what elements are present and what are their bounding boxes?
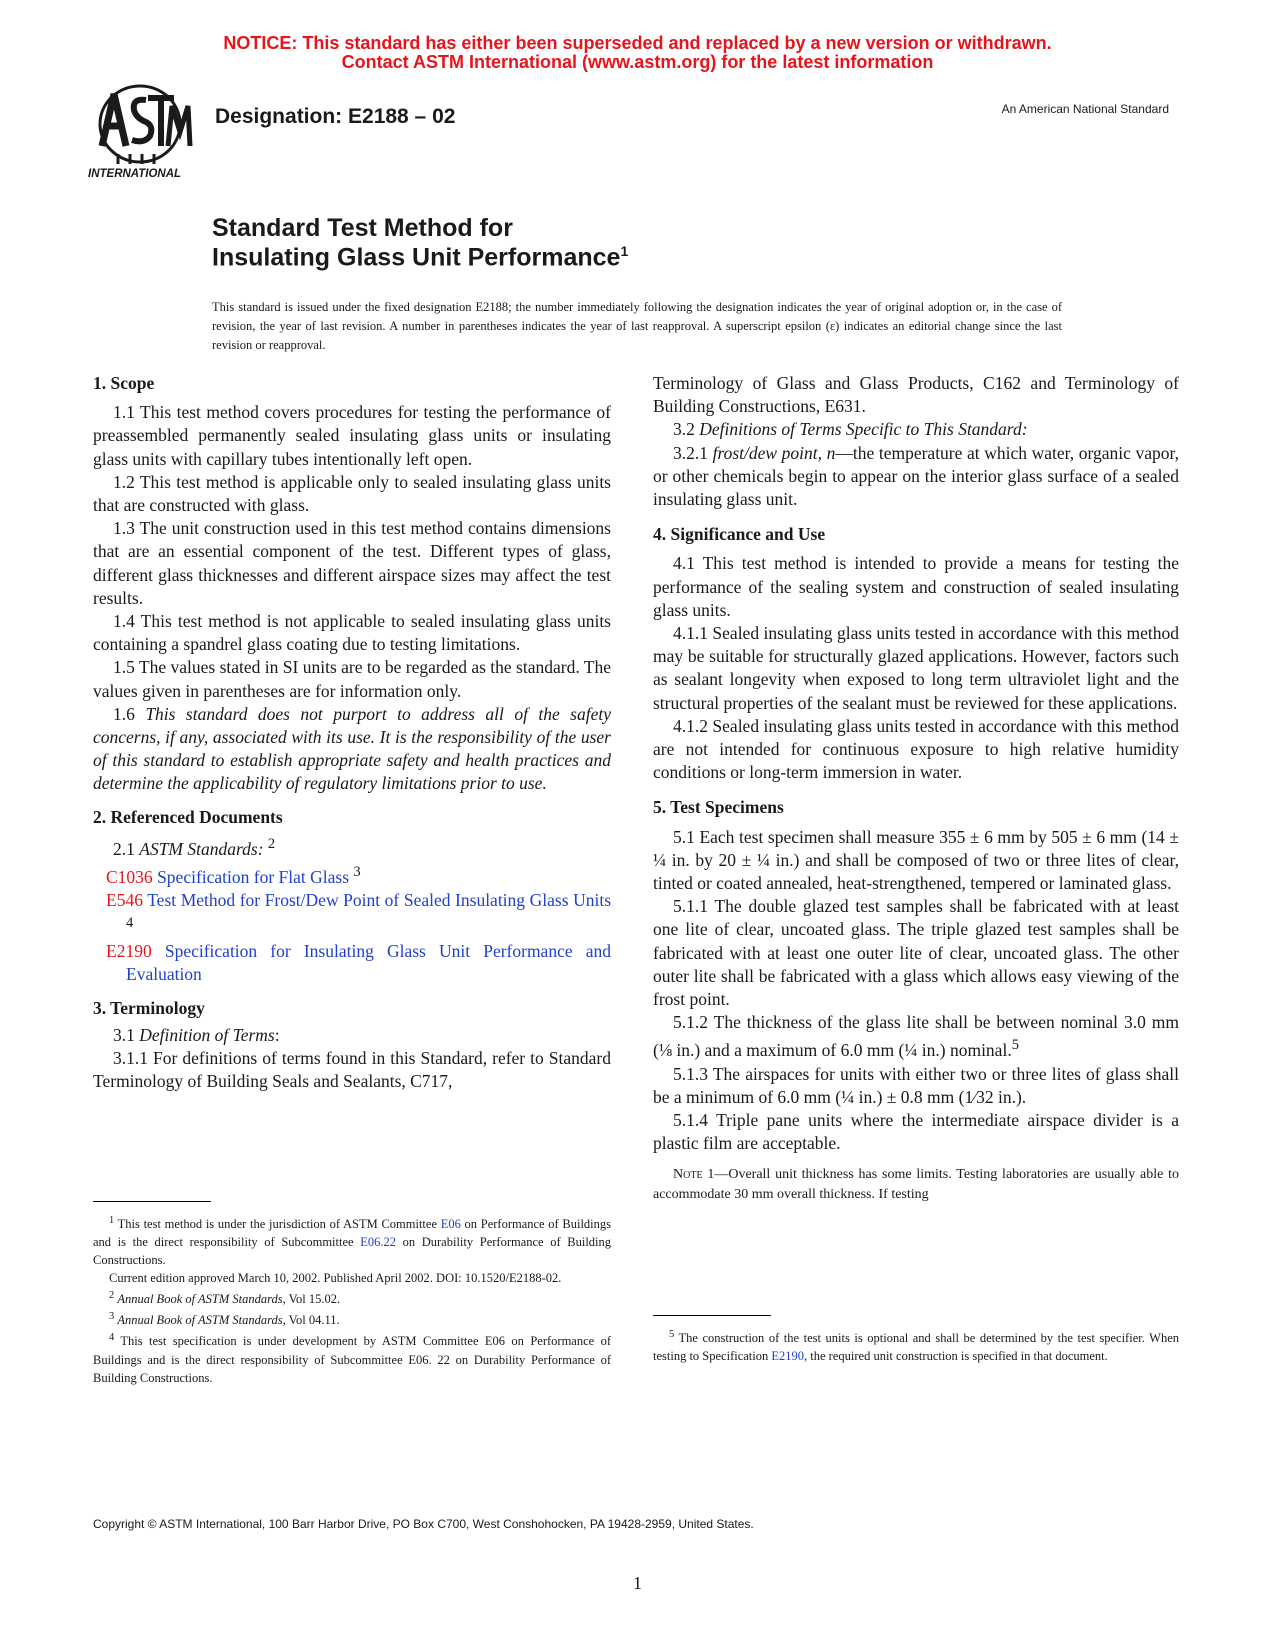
title-line-2 xyxy=(212,243,628,272)
notice-line-1: NOTICE: This standard has either been superseded and replaced by a new version or withdrawn. xyxy=(223,33,1052,53)
para-4-1: 4.1 This test method is intended to provide a means for testing the performance of the sealing system and construction of sealed insulating glass units. xyxy=(653,553,1179,620)
designation: Designation: E2188 – 02 xyxy=(215,105,456,128)
fn1-text-c: on Durability Performance of Building Constructions. xyxy=(93,1235,612,1268)
logo-text: INTERNATIONAL xyxy=(88,168,182,180)
fn5-sup: 5 xyxy=(669,1329,675,1340)
footnote-4 xyxy=(93,1329,611,1386)
para-2-1-text: ASTM Standards: xyxy=(139,838,264,859)
title-text: Insulating Glass Unit Performance xyxy=(212,243,621,272)
ref-code[interactable]: C1036 xyxy=(106,866,153,887)
notice-line-2: Contact ASTM International (www.astm.org) for the latest information xyxy=(341,52,934,72)
fn5-link-e2190[interactable]: E2190 xyxy=(771,1349,805,1364)
footnote-5 xyxy=(653,1326,1179,1365)
para-3-1-num: 3.1 xyxy=(113,1024,135,1045)
ref-title[interactable]: Specification for Flat Glass xyxy=(157,866,350,887)
ref-sup: 4 xyxy=(126,915,134,932)
ref-code[interactable]: E2190 xyxy=(106,941,152,962)
astm-logo xyxy=(88,84,200,180)
page-number: 1 xyxy=(633,1573,642,1593)
fn5-text-b: , the required unit construction is specified in that document. xyxy=(804,1349,1108,1364)
para-3-2-1-term: frost/dew point, n xyxy=(712,442,836,463)
para-3-1-text: Definition of Terms xyxy=(139,1024,275,1045)
para-5-1: 5.1 Each test specimen shall measure 355 ± 6 mm by 505 ± 6 mm (14 ± ¼ in. by 20 ± ¼ in.) and shall be composed of two or three lites of clear, tinted or coated annealed, heat-strengthened, tempered or laminated glass. xyxy=(653,826,1179,894)
ref-e2190[interactable] xyxy=(93,940,611,986)
para-1-6 xyxy=(93,703,611,796)
para-3-2-1-num: 3.2.1 xyxy=(673,442,708,463)
fn2-sup: 2 xyxy=(109,1290,115,1302)
ref-c1036[interactable] xyxy=(93,861,611,889)
para-2-1-sup: 2 xyxy=(267,835,276,852)
para-1-6-text: This standard does not purport to address all of the safety concerns, if any, associated with its use. It is the responsibility of the user of this standard to establish appropriate safety and health practices and determine the applicability of regulatory limitations prior to use. xyxy=(93,703,612,794)
ref-title[interactable]: Test Method for Frost/Dew Point of Sealed Insulating Glass Units xyxy=(147,889,612,910)
para-4-1-1: 4.1.1 Sealed insulating glass units tested in accordance with this method may be suitable for structurally glazed applications. However, factors such as sealant longevity when exposed to long term ultraviolet light and the structural properties of the sealant must be reviewed for these applications. xyxy=(653,623,1179,713)
para-5-1-4: 5.1.4 Triple pane units where the intermediate airspace divider is a plastic film are acceptable. xyxy=(653,1109,1179,1154)
fn3-book: Annual Book of ASTM Standards xyxy=(117,1313,283,1328)
para-5-1-3: 5.1.3 The airspaces for units with either two or three lites of glass shall be a minimum of 6.0 mm (¼ in.) ± 0.8 mm (1⁄32 in.). xyxy=(653,1063,1179,1107)
para-5-1-2 xyxy=(653,1011,1179,1062)
para-1-6-num: 1.6 xyxy=(113,703,135,724)
fn1-link-e0622[interactable]: E06.22 xyxy=(360,1235,396,1250)
para-3-2-1-text: —the temperature at which water, organic vapor, or other chemicals begin to appear on the interior glass surface of a sealed insulating glass unit. xyxy=(653,442,1179,510)
para-3-2-text: Definitions of Terms Specific to This Standard: xyxy=(699,419,1028,440)
footnotes-left xyxy=(93,1212,611,1387)
ref-title[interactable]: Specification for Insulating Glass Unit Performance and Evaluation xyxy=(126,941,612,985)
para-4-1-2: 4.1.2 Sealed insulating glass units tested in accordance with this method are not intended for continuous exposure to high relative humidity conditions or long-term immersion in water. xyxy=(653,715,1179,783)
fn1-text-a: This test method is under the jurisdiction of ASTM Committee xyxy=(117,1217,437,1232)
fn2-book: Annual Book of ASTM Standards xyxy=(117,1292,283,1307)
para-2-1 xyxy=(93,833,611,861)
fn4-text: This test specification is under development by ASTM Committee E06 on Performance of Buildings and is the direct responsibility of Subcommittee E06. 22 on Durability Performance of Building Constructions. xyxy=(93,1334,612,1385)
para-2-1-num: 2.1 xyxy=(113,838,135,859)
national-standard-label: An American National Standard xyxy=(1001,102,1169,116)
issued-statement: This standard is issued under the fixed designation E2188; the number immediately following the designation indicates the year of original adoption or, in the case of revision, the year of last revision. A number in parentheses indicates the year of last reapproval. A superscript epsilon (ε) indicates an editorial change since the last revision or reapproval. xyxy=(212,300,1062,352)
para-3-1: 3.1 Definition of Terms: xyxy=(113,1024,280,1045)
fn5-text-a: The construction of the test units is optional and shall be determined by the test specifier. When testing to Specification xyxy=(653,1331,1179,1364)
fn1-sup: 1 xyxy=(109,1215,115,1226)
footnote-rule-left xyxy=(93,1201,211,1202)
para-5-1-1: 5.1.1 The double glazed test samples shall be fabricated with at least one lite of clear, uncoated glass. The triple glazed test samples shall be fabricated with at least one outer lite of clear, uncoated glass. The other outer lite shall be fabricated with a glass which allows easy viewing of the frost point. xyxy=(653,896,1179,1010)
para-3-1-1: 3.1.1 For definitions of terms found in this Standard, refer to Standard Terminology of Building Seals and Sealants, C717, xyxy=(93,1047,611,1092)
para-3-2 xyxy=(653,418,1179,441)
para-1-1: 1.1 This test method covers procedures for testing the performance of preassembled permanently sealed insulating glass units or insulating glass units with capillary tubes intentionally left open. xyxy=(93,402,611,469)
para-3-cont: Terminology of Glass and Glass Products, C162 and Terminology of Building Constructions, E631. xyxy=(653,373,1179,417)
para-1-3: 1.3 The unit construction used in this test method contains dimensions that are an essential component of the test. Different types of glass, different glass thicknesses and different airspace sizes may affect the test results. xyxy=(93,518,611,608)
footnote-1 xyxy=(93,1212,611,1269)
para-3-2-num: 3.2 xyxy=(673,419,695,440)
fn1-link-e06[interactable]: E06 xyxy=(440,1217,461,1232)
fn2-vol: , Vol 15.02. xyxy=(282,1292,341,1307)
right-column xyxy=(653,372,1179,1205)
footnote-rule-right xyxy=(653,1315,771,1316)
fn3-sup: 3 xyxy=(109,1311,115,1323)
left-column xyxy=(93,372,611,1093)
ref-e546[interactable] xyxy=(93,889,611,940)
ref-sup: 3 xyxy=(353,863,361,880)
section-1-heading: 1. Scope xyxy=(93,373,155,393)
note-label: Note xyxy=(673,1167,703,1183)
para-5-1-2-text: 5.1.2 The thickness of the glass lite shall be between nominal 3.0 mm (⅛ in.) and a maximum of 6.0 mm (¼ in.) nominal. xyxy=(653,1012,1179,1061)
section-2-heading: 2. Referenced Documents xyxy=(93,806,283,827)
footnote-1-current: Current edition approved March 10, 2002. Published April 2002. DOI: 10.1520/E2188-02. xyxy=(109,1271,562,1286)
copyright: Copyright © ASTM International, 100 Barr Harbor Drive, PO Box C700, West Conshohocken, PA 19428-2959, United States. xyxy=(93,1517,754,1531)
para-3-2-1 xyxy=(653,442,1179,512)
section-4-heading: 4. Significance and Use xyxy=(653,524,826,545)
para-5-1-2-sup: 5 xyxy=(1011,1037,1019,1054)
footnote-2 xyxy=(93,1287,611,1308)
fn1-text-b: on Performance of Buildings and is the direct responsibility of Subcommittee xyxy=(93,1217,612,1250)
fn3-vol: , Vol 04.11. xyxy=(282,1313,340,1328)
note-text: 1—Overall unit thickness has some limits. Testing laboratories are usually able to accommodate 30 mm overall thickness. If testing xyxy=(653,1167,1179,1203)
section-5-heading: 5. Test Specimens xyxy=(653,797,784,818)
astm-logo-icon xyxy=(88,84,200,180)
footnote-3 xyxy=(93,1308,611,1329)
fn4-sup: 4 xyxy=(109,1332,115,1344)
para-1-4: 1.4 This test method is not applicable to sealed insulating glass units containing a spandrel glass coating due to testing limitations. xyxy=(93,611,611,655)
footnotes-right xyxy=(653,1326,1179,1365)
para-1-5: 1.5 The values stated in SI units are to be regarded as the standard. The values given in parentheses are for information only. xyxy=(93,657,611,701)
para-1-2: 1.2 This test method is applicable only to sealed insulating glass units that are constructed with glass. xyxy=(93,471,611,516)
ref-code[interactable]: E546 xyxy=(106,889,143,910)
note-1 xyxy=(653,1165,1179,1205)
section-3-heading: 3. Terminology xyxy=(93,997,205,1018)
title-line-1: Standard Test Method for xyxy=(212,214,513,242)
title-footnote-ref[interactable]: 1 xyxy=(620,243,629,259)
